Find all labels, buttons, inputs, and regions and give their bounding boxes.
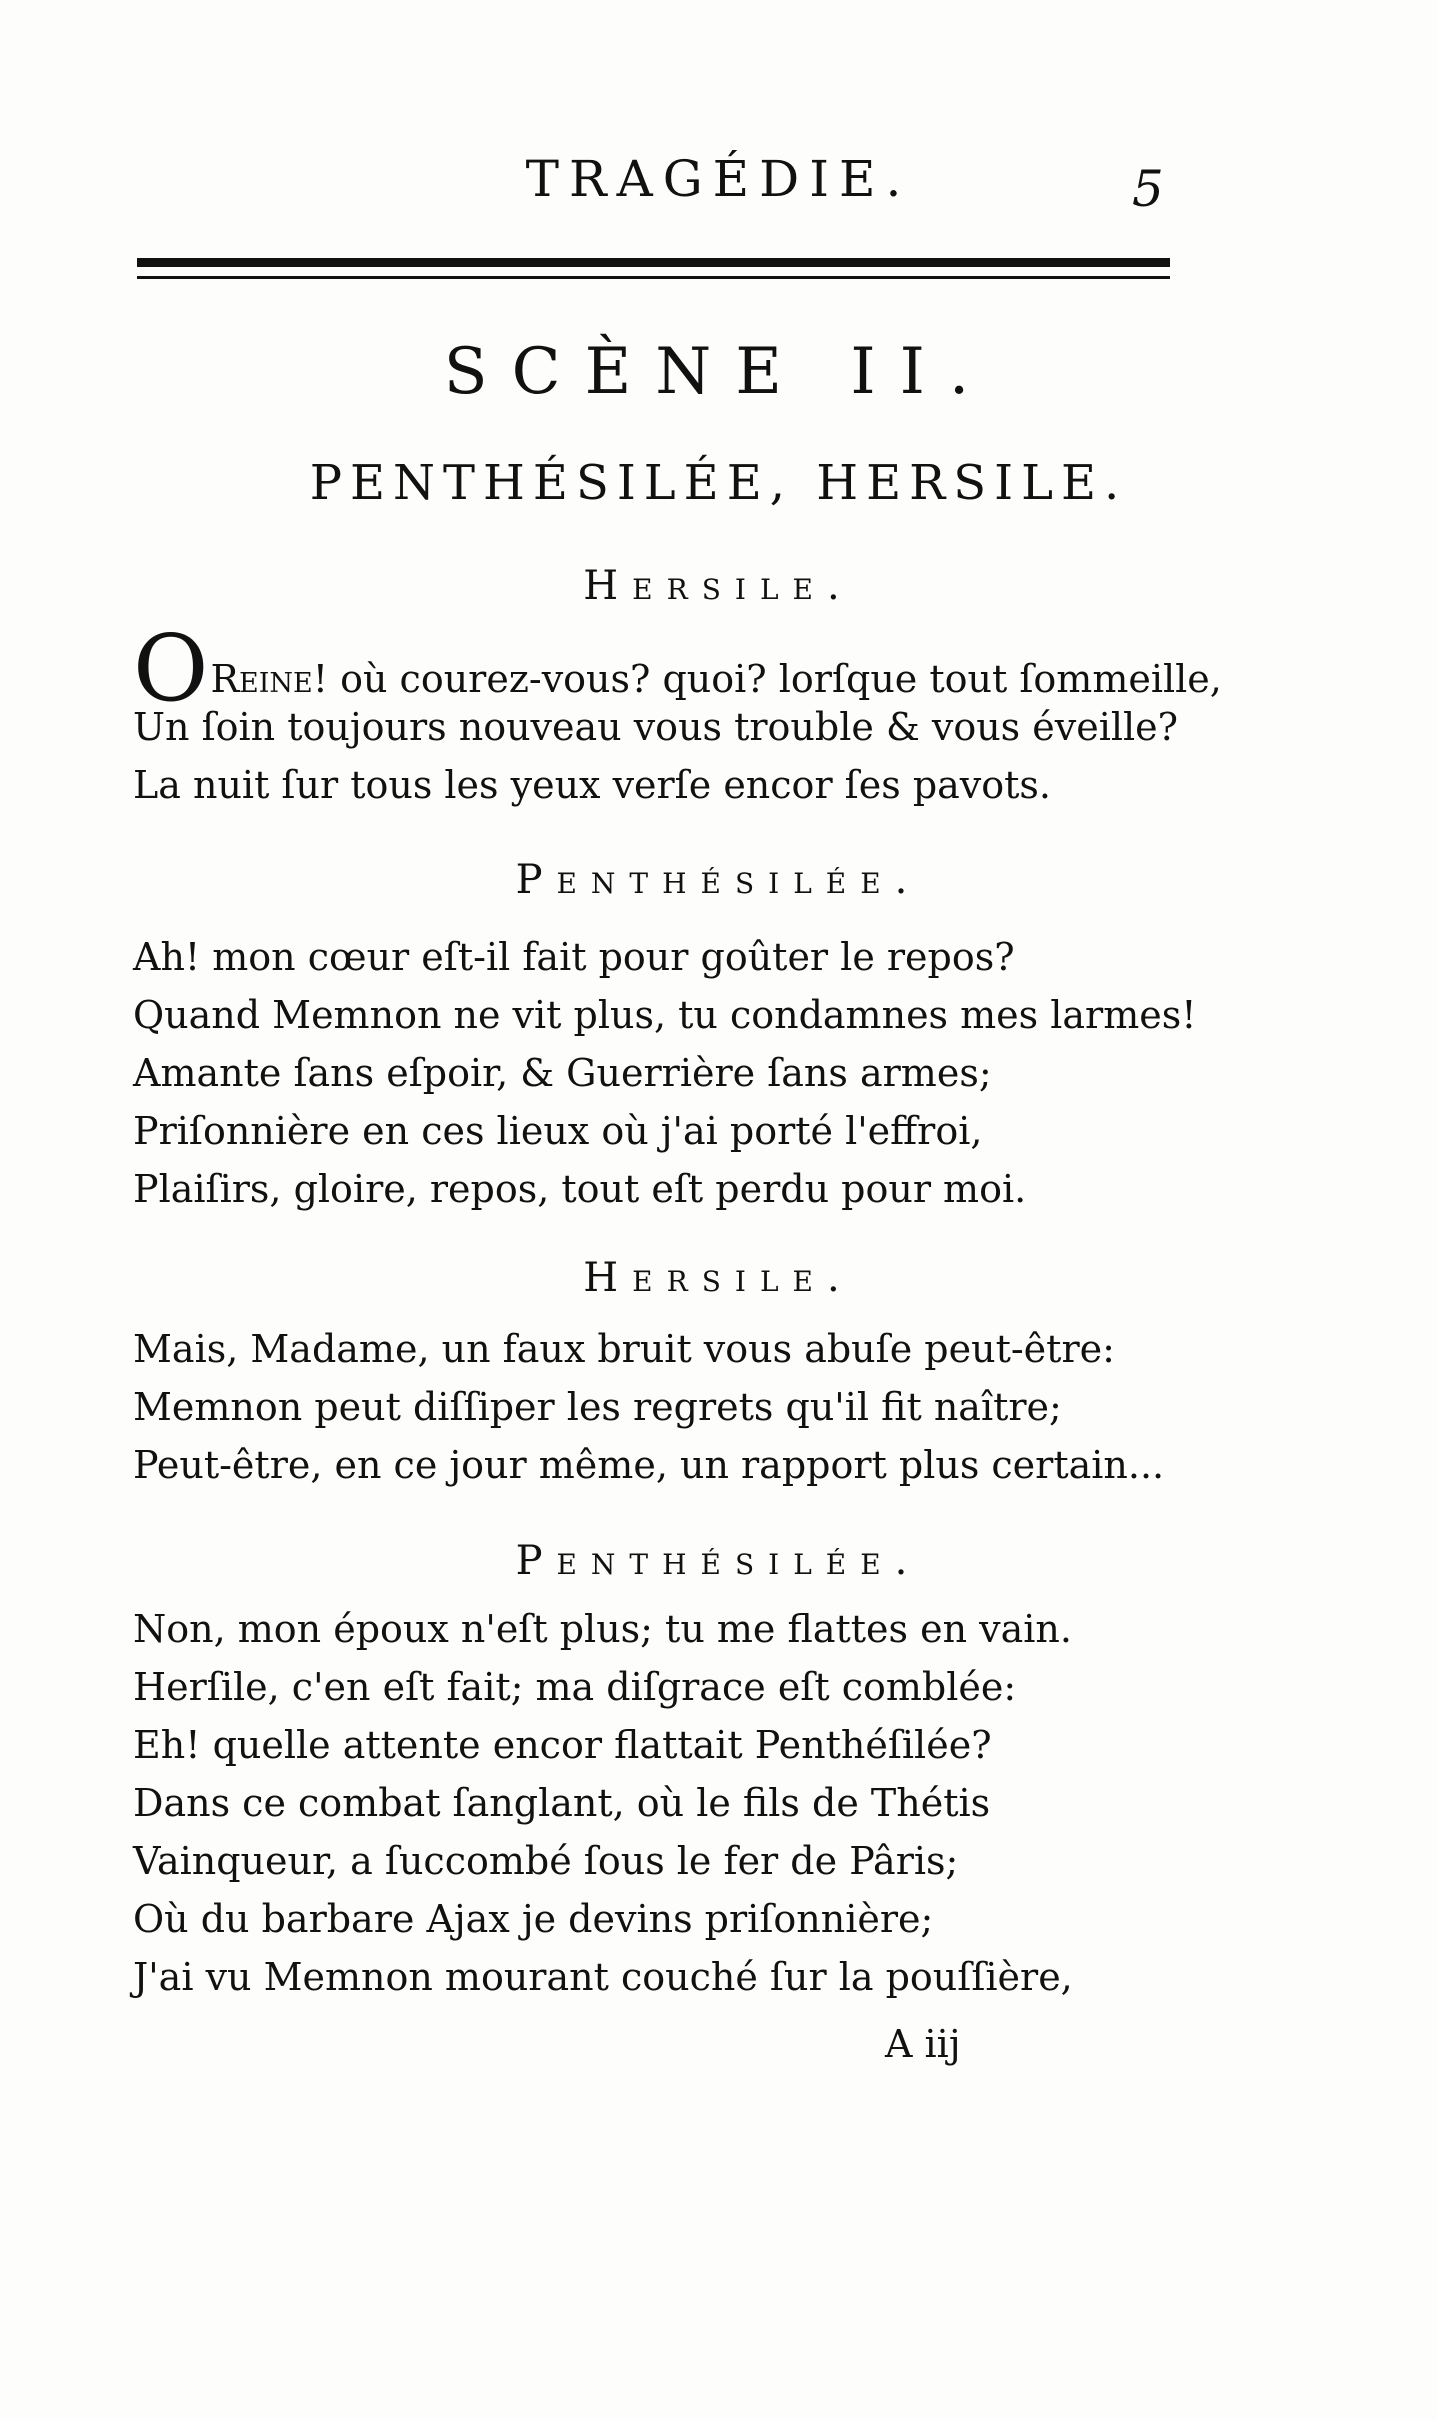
scene-cast: PENTHÉSILÉE, HERSILE. xyxy=(309,455,1128,511)
speech-block xyxy=(133,928,1197,1218)
verse-line-text: ! où courez-vous? quoi? lorſque tout ſommeille, xyxy=(312,657,1222,701)
verse-line: Où du barbare Ajax je devins priſonnière; xyxy=(133,1897,934,1941)
speech-block xyxy=(133,1320,1193,1494)
signature-mark: A iij xyxy=(885,2022,961,2066)
header-rule-thin xyxy=(137,276,1170,279)
speaker-name: Penthésilée. xyxy=(515,857,922,903)
speaker-name: Penthésilée. xyxy=(515,1538,922,1584)
verse-line: Dans ce combat ſanglant, où le fils de Thétis xyxy=(133,1781,991,1825)
running-head: TRAGÉDIE. xyxy=(525,150,912,208)
speaker-name: Hersile. xyxy=(583,563,854,609)
header-rule-thick xyxy=(137,258,1170,267)
verse-line: Un ſoin toujours nouveau vous trouble & vous éveille? xyxy=(133,705,1179,749)
verse-line: Vainqueur, a ſuccombé ſous le fer de Pâris; xyxy=(133,1839,959,1883)
drop-initial: O xyxy=(133,615,209,722)
verse-line: Ah! mon cœur eſt-il fait pour goûter le repos? xyxy=(133,935,1015,979)
page-number: 5 xyxy=(1132,160,1164,218)
verse-line: Priſonnière en ces lieux où j'ai porté l'effroi, xyxy=(133,1109,983,1153)
verse-line: Eh! quelle attente encor flattait Penthéſilée? xyxy=(133,1723,992,1767)
verse-line: Mais, Madame, un faux bruit vous abuſe peut-être: xyxy=(133,1327,1115,1371)
speech-block xyxy=(133,1600,1193,2006)
verse-line: Non, mon époux n'eſt plus; tu me flattes en vain. xyxy=(133,1607,1072,1651)
verse-line: Plaiſirs, gloire, repos, tout eſt perdu pour moi. xyxy=(133,1167,1027,1211)
speech-block xyxy=(133,615,1222,814)
verse-line xyxy=(133,615,1222,722)
speaker-name: Hersile. xyxy=(583,1255,854,1301)
opening-word: Reine xyxy=(210,657,313,701)
verse-line: Amante ſans eſpoir, & Guerrière ſans armes; xyxy=(133,1051,992,1095)
verse-line: J'ai vu Memnon mourant couché ſur la pouſſière, xyxy=(133,1955,1073,1999)
verse-line: Memnon peut diſſiper les regrets qu'il fit naître; xyxy=(133,1385,1062,1429)
verse-line: Peut-être, en ce jour même, un rapport plus certain... xyxy=(133,1443,1165,1487)
verse-line: La nuit ſur tous les yeux verſe encor ſes pavots. xyxy=(133,763,1051,807)
scene-title: SCÈNE II. xyxy=(443,335,994,409)
verse-line: Quand Memnon ne vit plus, tu condamnes mes larmes! xyxy=(133,993,1197,1037)
verse-line: Herſile, c'en eſt fait; ma diſgrace eſt comblée: xyxy=(133,1665,1017,1709)
